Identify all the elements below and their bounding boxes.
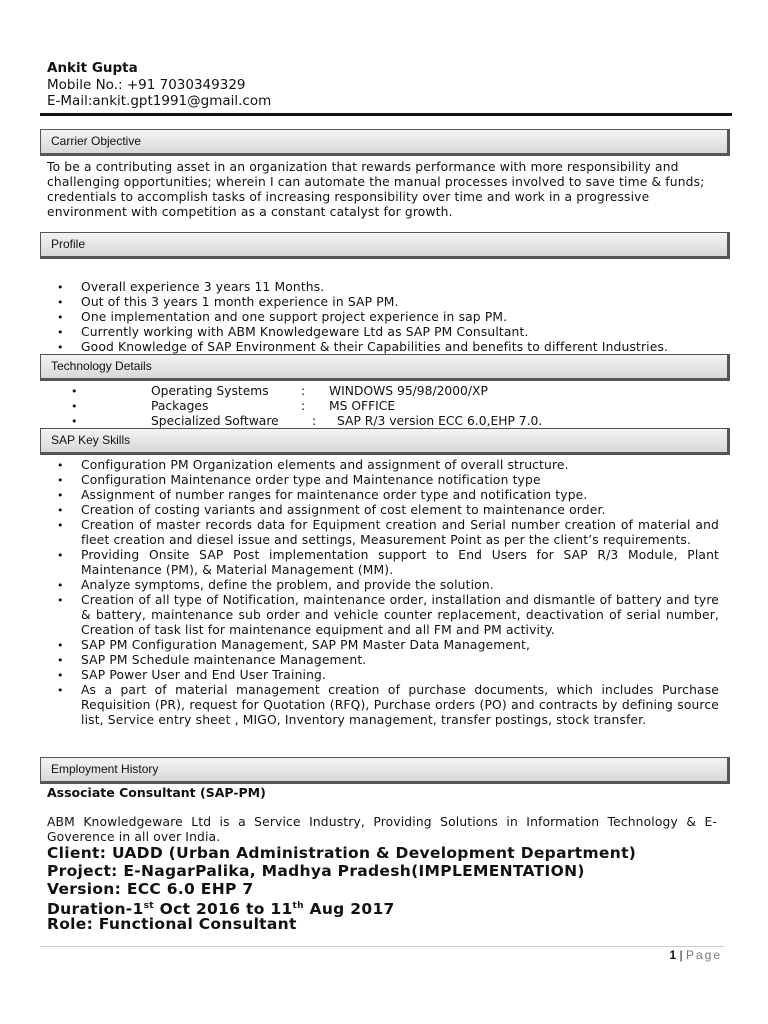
skills-list	[47, 458, 719, 728]
section-profile: Profile	[40, 232, 730, 259]
table-row: • Specialized Software : SAP R/3 version ECC 6.0,EHP 7.0.	[71, 414, 543, 428]
footer-rule	[40, 946, 724, 947]
list-item: • Configuration Maintenance order type and Maintenance notification type	[47, 473, 719, 488]
list-item: • Currently working with ABM Knowledgeware Ltd as SAP PM Consultant.	[47, 325, 719, 340]
tech-key: Specialized Software	[151, 414, 279, 428]
technology-table	[47, 384, 719, 429]
duration-line: Duration-1st Oct 2016 to 11th Aug 2017	[47, 900, 395, 919]
table-row: • Packages : MS OFFICE	[71, 399, 396, 413]
tech-sep: :	[301, 384, 306, 398]
section-employment-history: Employment History	[40, 757, 730, 784]
profile-list	[47, 280, 719, 355]
list-item: • SAP PM Schedule maintenance Management.	[47, 653, 719, 668]
list-item: • Overall experience 3 years 11 Months.	[47, 280, 719, 295]
role-line: Role: Functional Consultant	[47, 915, 297, 933]
list-item: • As a part of material management creation of purchase documents, which includes Purchase Requisition (PR), request for Quotation (RFQ), Purchase orders (PO) and contracts by defining source list, Service entry sheet , MIGO, Inventory management, transfer postings, stock transfer.	[47, 683, 719, 728]
candidate-name: Ankit Gupta	[47, 60, 138, 76]
list-item: • Analyze symptoms, define the problem, and provide the solution.	[47, 578, 719, 593]
list-item: • SAP Power User and End User Training.	[47, 668, 719, 683]
list-item: • Creation of costing variants and assignment of cost element to maintenance order.	[47, 503, 719, 518]
mobile-number: Mobile No.: +91 7030349329	[47, 76, 246, 93]
tech-value: SAP R/3 version ECC 6.0,EHP 7.0.	[337, 414, 543, 428]
list-item: • SAP PM Configuration Management, SAP PM Master Data Management,	[47, 638, 719, 653]
list-item: • Providing Onsite SAP Post implementation support to End Users for SAP R/3 Module, Plant Maintenance (PM), & Material Management (MM).	[47, 548, 719, 578]
client-line: Client: UADD (Urban Administration & Development Department)	[47, 844, 637, 862]
table-row: • Operating Systems : WINDOWS 95/98/2000/XP	[71, 384, 488, 398]
company-description: ABM Knowledgeware Ltd is a Service Industry, Providing Solutions in Information Technology & E-Goverence in all over India.	[47, 815, 717, 844]
tech-value: WINDOWS 95/98/2000/XP	[329, 384, 488, 398]
section-carrier-objective: Carrier Objective	[40, 129, 730, 156]
tech-sep: :	[301, 399, 306, 413]
header-rule	[40, 113, 732, 116]
page-label: Page	[685, 948, 722, 962]
list-item: • Assignment of number ranges for maintenance order type and notification type.	[47, 488, 719, 503]
footer-separator: |	[679, 948, 683, 962]
tech-key: Operating Systems	[151, 384, 269, 398]
list-item: • Creation of all type of Notification, maintenance order, installation and dismantle of battery and tyre & battery, maintenance sub order and vehicle counter replacement, deactivation of serial number, Creation of task list for maintenance equipment and all FM and PM activity.	[47, 593, 719, 638]
list-item: • One implementation and one support project experience in sap PM.	[47, 310, 719, 325]
job-role: Associate Consultant (SAP-PM)	[47, 785, 266, 800]
section-technology-details: Technology Details	[40, 354, 730, 381]
project-line: Project: E-NagarPalika, Madhya Pradesh(IMPLEMENTATION)	[47, 862, 585, 880]
list-item: • Good Knowledge of SAP Environment & their Capabilities and benefits to different Industries.	[47, 340, 719, 355]
email-address: E-Mail:ankit.gpt1991@gmail.com	[47, 93, 272, 109]
tech-value: MS OFFICE	[329, 399, 396, 413]
contact-header	[47, 60, 271, 110]
list-item: • Out of this 3 years 1 month experience in SAP PM.	[47, 295, 719, 310]
objective-text: To be a contributing asset in an organization that rewards performance with more responsibility and challenging opportunities; wherein I can automate the manual processes involved to save time & funds; credentials to accomplish tasks of increasing responsibility over time and work in a progressive environment with competition as a constant catalyst for growth.	[47, 160, 705, 219]
list-item: • Creation of master records data for Equipment creation and Serial number creation of material and fleet creation and diesel issue and settings, Measurement Point as per the client’s requirements.	[47, 518, 719, 548]
page-number: 1	[669, 948, 677, 962]
tech-key: Packages	[151, 399, 209, 413]
version-line: Version: ECC 6.0 EHP 7	[47, 880, 254, 898]
tech-sep: :	[312, 414, 317, 428]
page-footer	[669, 948, 722, 962]
section-sap-key-skills: SAP Key Skills	[40, 428, 730, 455]
list-item: • Configuration PM Organization elements and assignment of overall structure.	[47, 458, 719, 473]
